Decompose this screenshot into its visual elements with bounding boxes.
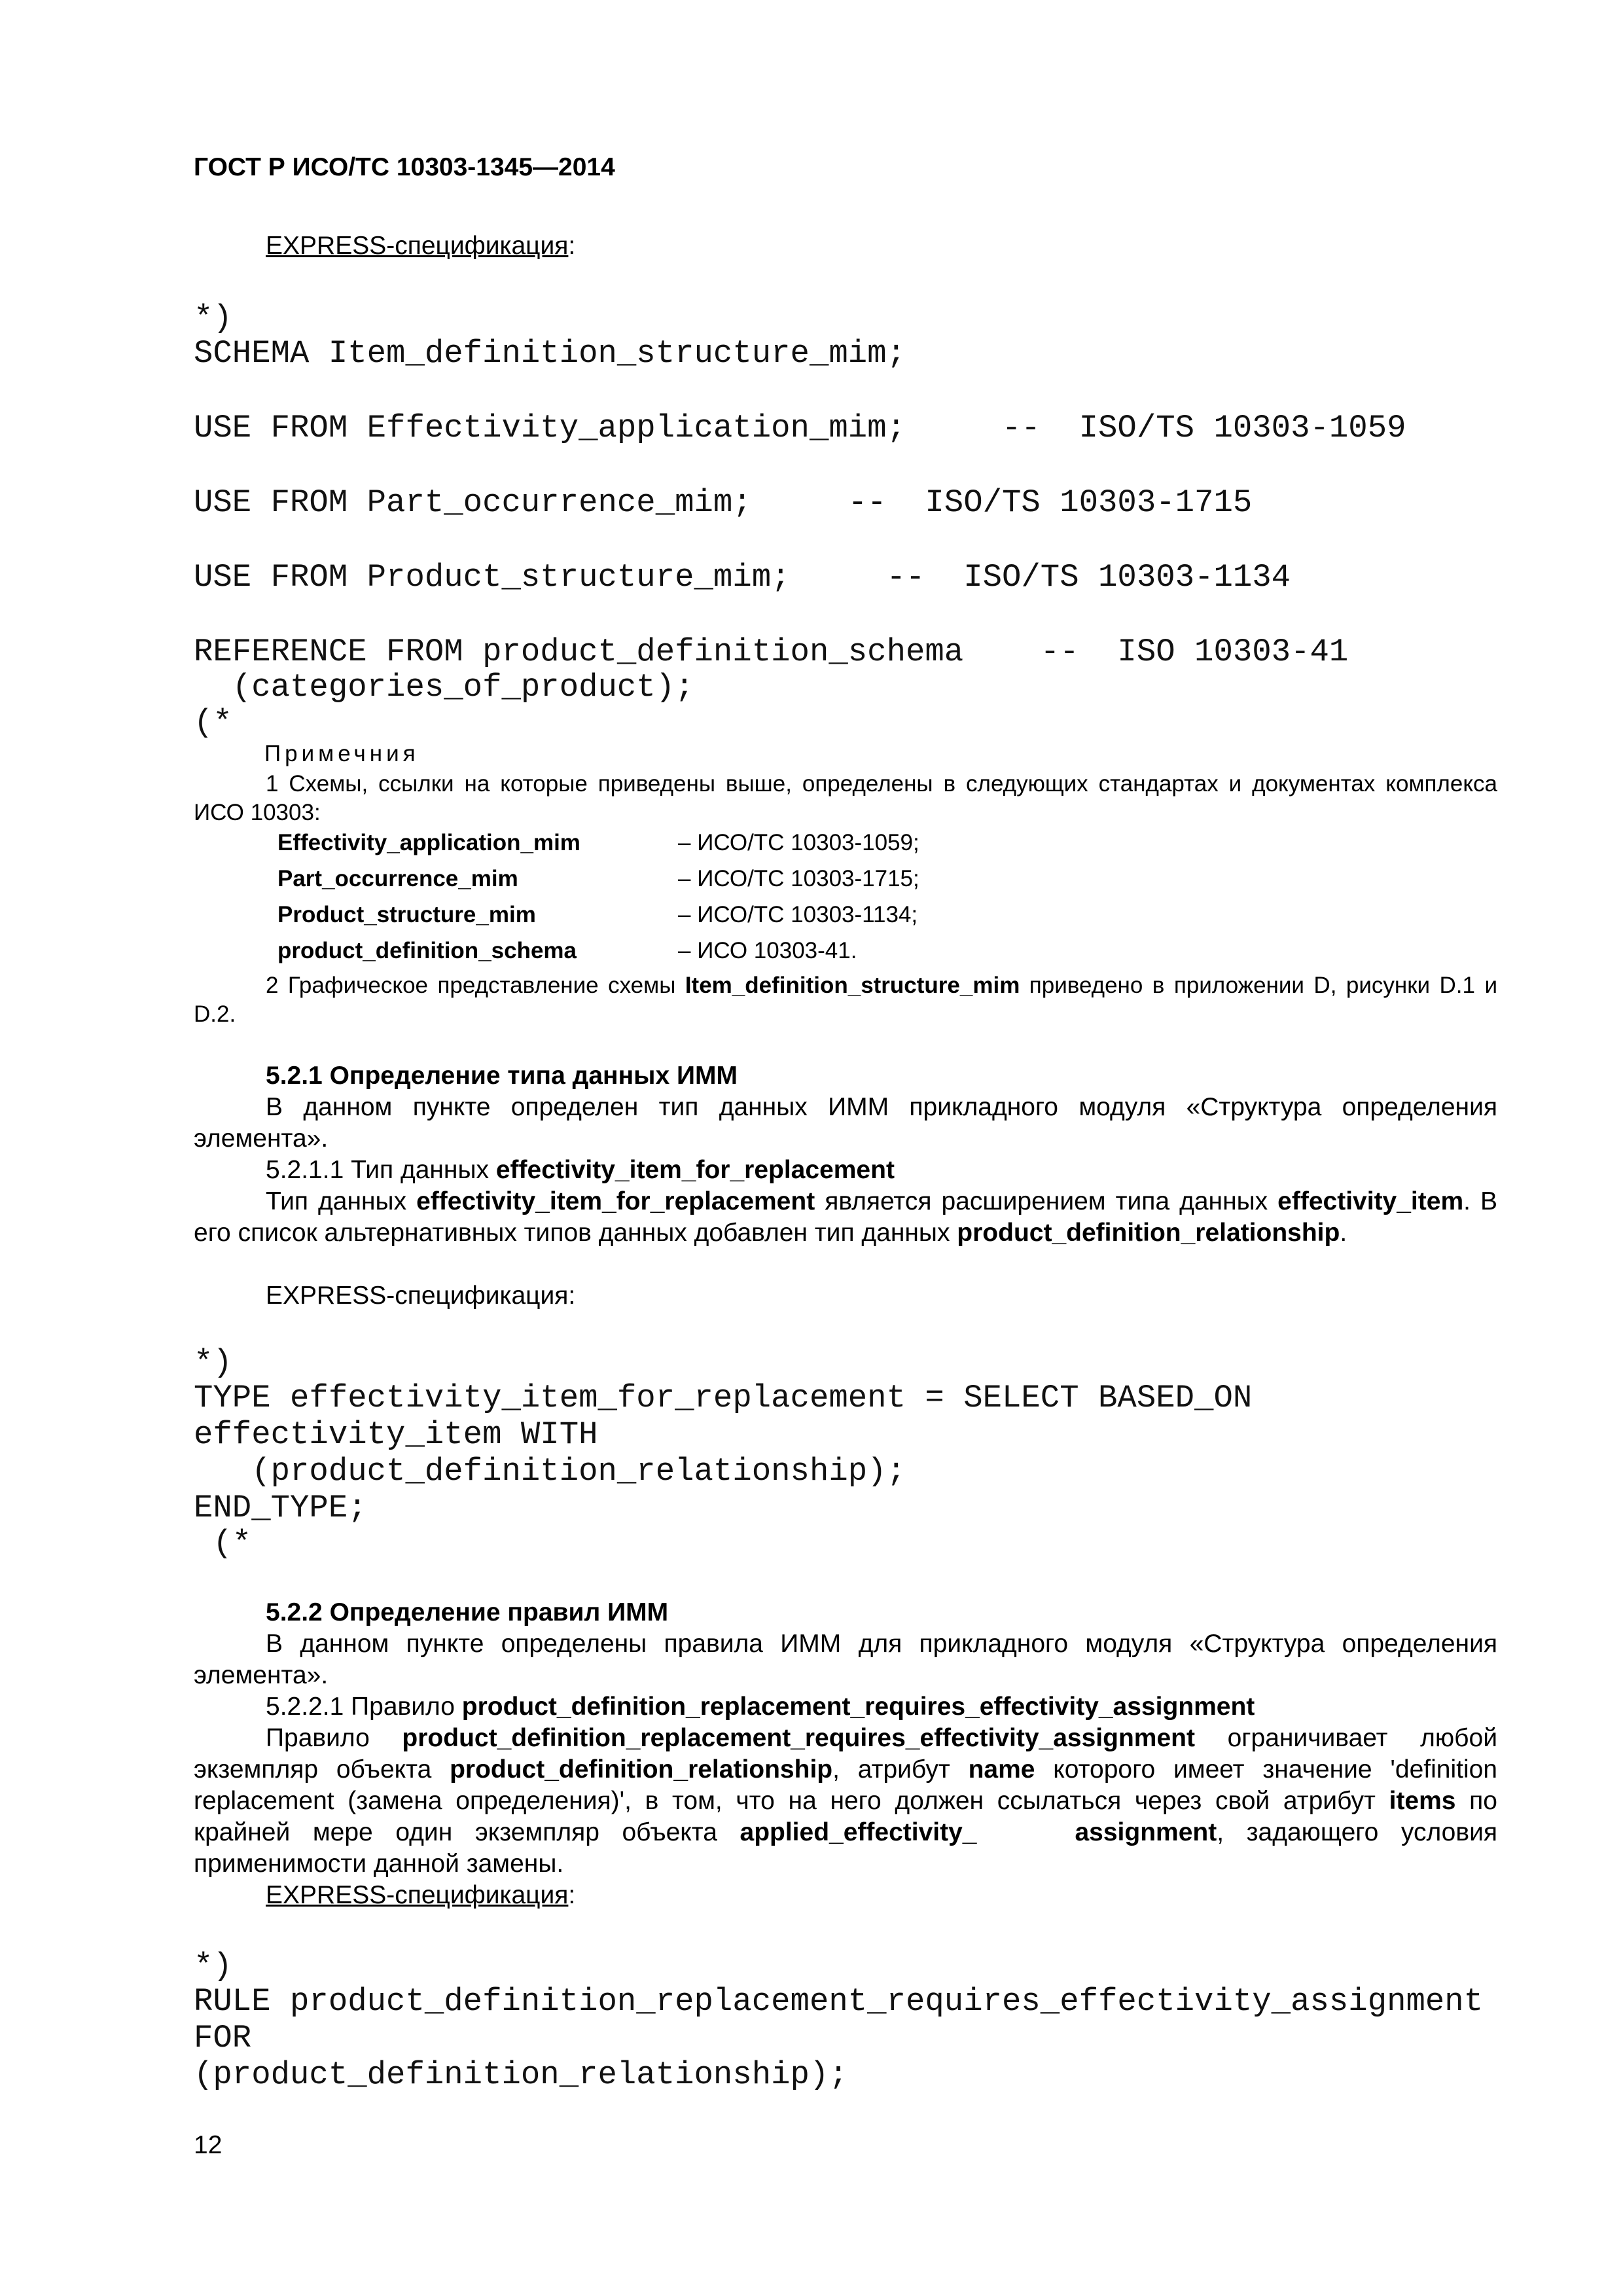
- note-title: Примечния: [264, 741, 419, 766]
- section-5-2-2-heading: 5.2.2 Определение правил ИММ: [266, 1598, 669, 1626]
- code-schema-line: SCHEMA Item_definition_structure_mim;: [194, 335, 906, 372]
- code-reference-line-1: REFERENCE FROM product_definition_schema -- ISO 10303-41: [194, 634, 1349, 670]
- code-open-2: *): [194, 1344, 232, 1381]
- code-rule-line-2: FOR: [194, 2020, 252, 2056]
- code-close-2: (*: [194, 1525, 252, 1562]
- section-5-2-2-1-heading: 5.2.2.1 Правило product_definition_replacement_requires_effectivity_assignment: [266, 1693, 1255, 1721]
- code-type-line-1: TYPE effectivity_item_for_replacement = SELECT BASED_ON: [194, 1380, 1253, 1416]
- section-5-2-1-heading: 5.2.1 Определение типа данных ИММ: [266, 1062, 738, 1090]
- section-5-2-2-text: В данном пункте определены правила ИММ для прикладного модуля «Структура определения элемента».: [194, 1630, 1497, 1689]
- express-label-2: EXPRESS-спецификация:: [266, 1282, 576, 1310]
- page-number: 12: [194, 2131, 223, 2159]
- document-header: ГОСТ Р ИСО/ТС 10303-1345—2014: [194, 153, 615, 181]
- code-rule-line-1: RULE product_definition_replacement_requires_effectivity_assignment: [194, 1983, 1484, 2020]
- express-label-1: EXPRESS-спецификация:: [266, 232, 576, 260]
- note-ref-row: Product_structure_mim – ИСО/ТС 10303-1134;: [277, 902, 918, 927]
- code-type-line-2: effectivity_item WITH: [194, 1416, 598, 1453]
- code-rule-line-3: (product_definition_relationship);: [194, 2056, 848, 2093]
- section-5-2-2-1-text: Правило product_definition_replacement_requires_effectivity_assignment ограничивает любой экземпляр объекта product_definition_relationship, атрибут name которого имеет значение 'definition replacement (замена определения)', в том, что на него должен ссылаться через свой атрибут items по крайней мере один экземпляр объекта applied_effectivity_ assignment, задающего условия применимости данной замены.: [194, 1724, 1497, 1878]
- code-use-line-3: USE FROM Product_structure_mim; -- ISO/TS 10303-1134: [194, 559, 1291, 596]
- code-open-3: *): [194, 1948, 232, 1984]
- note-ref-row: product_definition_schema – ИСО 10303-41.: [277, 938, 857, 963]
- code-type-line-4: END_TYPE;: [194, 1490, 367, 1526]
- note-item-2: 2 Графическое представление схемы Item_definition_structure_mim приведено в приложении D, рисунки D.1 и D.2.: [194, 973, 1497, 1027]
- express-label-3: EXPRESS-спецификация:: [266, 1881, 576, 1909]
- code-use-line-2: USE FROM Part_occurrence_mim; -- ISO/TS 10303-1715: [194, 484, 1253, 521]
- code-type-line-3: (product_definition_relationship);: [194, 1453, 906, 1490]
- code-close-1: (*: [194, 704, 232, 741]
- note-item-1: 1 Схемы, ссылки на которые приведены выше, определены в следующих стандартах и документах комплекса ИСО 10303:: [194, 771, 1497, 825]
- section-5-2-1-1-heading: 5.2.1.1 Тип данных effectivity_item_for_replacement: [266, 1156, 895, 1184]
- code-open-1: *): [194, 300, 232, 336]
- section-5-2-1-text: В данном пункте определен тип данных ИММ прикладного модуля «Структура определения элемента».: [194, 1093, 1497, 1153]
- note-ref-row: Part_occurrence_mim – ИСО/ТС 10303-1715;: [277, 866, 919, 891]
- note-ref-row: Effectivity_application_mim – ИСО/ТС 10303-1059;: [277, 830, 919, 855]
- section-5-2-1-1-text: Тип данных effectivity_item_for_replacement является расширением типа данных effectivity_item. В его список альтернативных типов данных добавлен тип данных product_definition_relationship.: [194, 1187, 1497, 1247]
- code-reference-line-2: (categories_of_product);: [194, 669, 694, 706]
- code-use-line-1: USE FROM Effectivity_application_mim; -- ISO/TS 10303-1059: [194, 410, 1406, 446]
